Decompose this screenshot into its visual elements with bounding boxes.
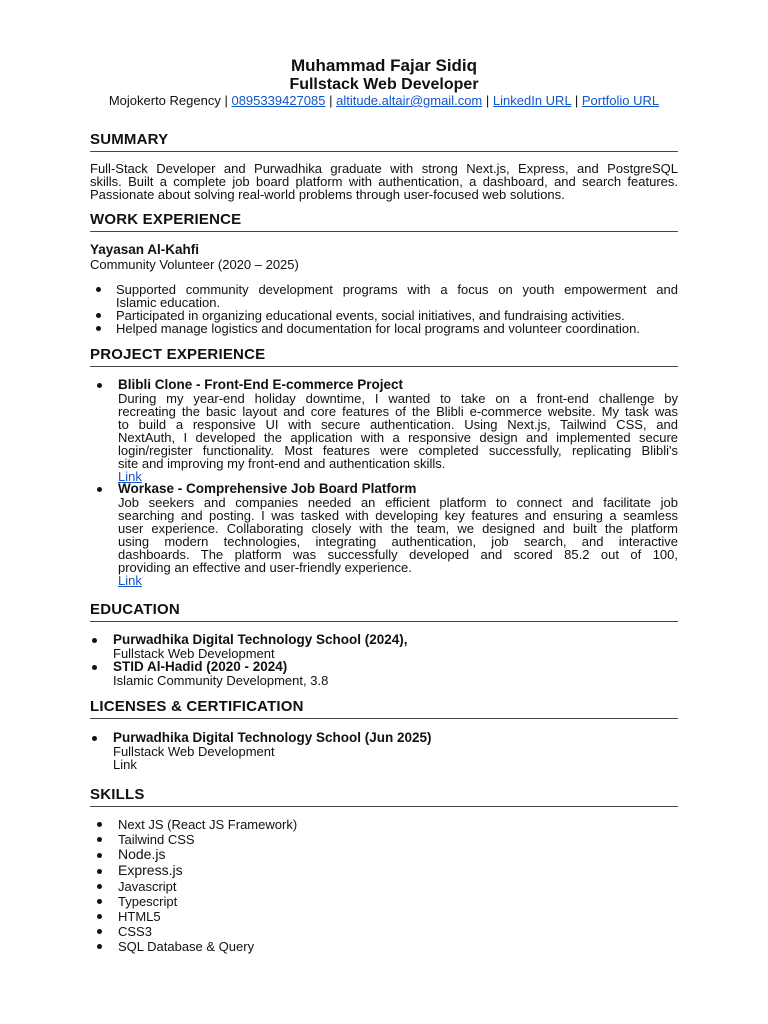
skill-item	[90, 818, 678, 833]
education-school: Purwadhika Digital Technology School (2024),	[113, 632, 408, 647]
summary-heading: SUMMARY	[90, 131, 678, 152]
project-line: recreating the basic layout and core features of the Blibli e-commerce website. My task was	[118, 404, 678, 419]
bullet-icon	[97, 487, 102, 492]
bullet-icon	[97, 884, 102, 889]
project-line: using modern technologies, integrating authentication, job search, and interactive	[118, 534, 678, 549]
education-school: STID Al-Hadid (2020 - 2024)	[113, 659, 288, 674]
project-line: site and improving my front-end and authentication skills.	[118, 456, 446, 471]
licenses-heading: LICENSES & CERTIFICATION	[90, 698, 678, 719]
project-line: Job seekers and companies needed an efficient platform to connect and facilitate job	[118, 495, 678, 510]
skill-label: Express.js	[118, 862, 183, 878]
project-line: dashboards. The platform was successfully developed and scored 85.2 out of 100,	[118, 547, 678, 562]
project-line: providing an effective and user-friendly experience.	[118, 560, 412, 575]
project-line: login/register functionality. Most features were completed successfully, replicating Blibli's	[118, 443, 678, 458]
bullet-icon	[97, 929, 102, 934]
project-description	[118, 496, 678, 587]
summary-text	[90, 162, 678, 201]
skill-label: CSS3	[118, 924, 152, 939]
project-line: to build a responsive UI with secure authentication. Using Next.js, Tailwind CSS, and	[118, 417, 678, 432]
bullet-icon	[97, 914, 102, 919]
skills-list	[90, 818, 678, 955]
skill-item	[90, 880, 678, 895]
bullet-icon	[97, 383, 102, 388]
skill-label: SQL Database & Query	[118, 939, 255, 954]
email-link[interactable]: altitude.altair@gmail.com	[336, 93, 483, 108]
bullet-icon	[96, 326, 101, 331]
skill-label: HTML5	[118, 909, 161, 924]
project-link[interactable]: Link	[118, 469, 142, 484]
license-title: Purwadhika Digital Technology School (Jun 2025)	[113, 730, 432, 745]
projects-heading: PROJECT EXPERIENCE	[90, 346, 678, 367]
education-detail: Fullstack Web Development	[113, 646, 275, 661]
work-org: Yayasan Al-Kahfi	[90, 242, 200, 257]
work-item-line: Islamic education.	[116, 295, 221, 310]
project-description	[118, 392, 678, 483]
project-title: Blibli Clone - Front-End E-commerce Project	[118, 377, 404, 392]
bullet-icon	[92, 665, 97, 670]
project-line: NextAuth, I developed the application with a responsive design and implemented secure	[118, 430, 678, 445]
bullet-icon	[92, 638, 97, 643]
summary-line: skills. Built a complete job board platform with authentication, a dashboard, and search features.	[90, 174, 678, 189]
contact-line	[80, 93, 688, 108]
skill-item	[90, 910, 678, 925]
skill-label: Javascript	[118, 879, 177, 894]
list-item	[90, 322, 678, 335]
work-heading: WORK EXPERIENCE	[90, 211, 678, 232]
separator: |	[574, 93, 579, 108]
skill-label: Typescript	[118, 894, 178, 909]
portfolio-link[interactable]: Portfolio URL	[581, 93, 660, 108]
separator: |	[224, 93, 228, 108]
bullet-icon	[97, 853, 102, 858]
candidate-name: Muhammad Fajar Sidiq	[290, 56, 478, 75]
location-text: Mojokerto Regency	[108, 93, 221, 108]
project-line: user experience. Collaborating closely with the team, we designed and built the platform	[118, 521, 678, 536]
skill-label: Tailwind CSS	[118, 832, 195, 847]
work-list	[90, 283, 678, 335]
work-item-line: Helped manage logistics and documentation for local programs and volunteer coordination.	[116, 321, 640, 336]
education-heading: EDUCATION	[90, 601, 678, 622]
license-link[interactable]: Link	[113, 757, 137, 772]
bullet-icon	[92, 736, 97, 741]
bullet-icon	[97, 869, 102, 874]
skill-item	[90, 925, 678, 940]
skill-item	[90, 940, 678, 955]
skill-label: Node.js	[118, 846, 166, 862]
project-title: Workase - Comprehensive Job Board Platform	[118, 481, 417, 496]
skill-item	[90, 864, 678, 880]
work-item-line: Supported community development programs with a focus on youth empowerment and	[116, 282, 678, 297]
bullet-icon	[96, 287, 101, 292]
skill-item	[90, 895, 678, 910]
bullet-icon	[97, 837, 102, 842]
skill-label: Next JS (React JS Framework)	[118, 817, 298, 832]
work-item-line: Participated in organizing educational events, social initiatives, and fundraising activities.	[116, 308, 625, 323]
license-detail: Fullstack Web Development	[113, 744, 275, 759]
skill-item	[90, 833, 678, 848]
candidate-role: Fullstack Web Developer	[289, 76, 479, 93]
project-link[interactable]: Link	[118, 573, 142, 588]
summary-line: Full-Stack Developer and Purwadhika graduate with strong Next.js, Express, and PostgreSQL	[90, 161, 678, 176]
phone-link[interactable]: 0895339427085	[231, 93, 326, 108]
bullet-icon	[97, 944, 102, 949]
project-line: searching and posting. I was tasked with developing key features and ensuring a seamless	[118, 508, 678, 523]
linkedin-link[interactable]: LinkedIn URL	[492, 93, 572, 108]
project-line: During my year-end holiday downtime, I wanted to take on a front-end challenge by	[118, 391, 678, 406]
separator: |	[485, 93, 490, 108]
list-item	[90, 283, 678, 309]
summary-line: Passionate about solving real-world problems through user-focused web solutions.	[90, 187, 565, 202]
education-detail: Islamic Community Development, 3.8	[113, 673, 329, 688]
work-position: Community Volunteer (2020 – 2025)	[90, 257, 299, 272]
separator: |	[329, 93, 333, 108]
bullet-icon	[96, 313, 101, 318]
skills-heading: SKILLS	[90, 786, 678, 807]
bullet-icon	[97, 899, 102, 904]
bullet-icon	[97, 822, 102, 827]
